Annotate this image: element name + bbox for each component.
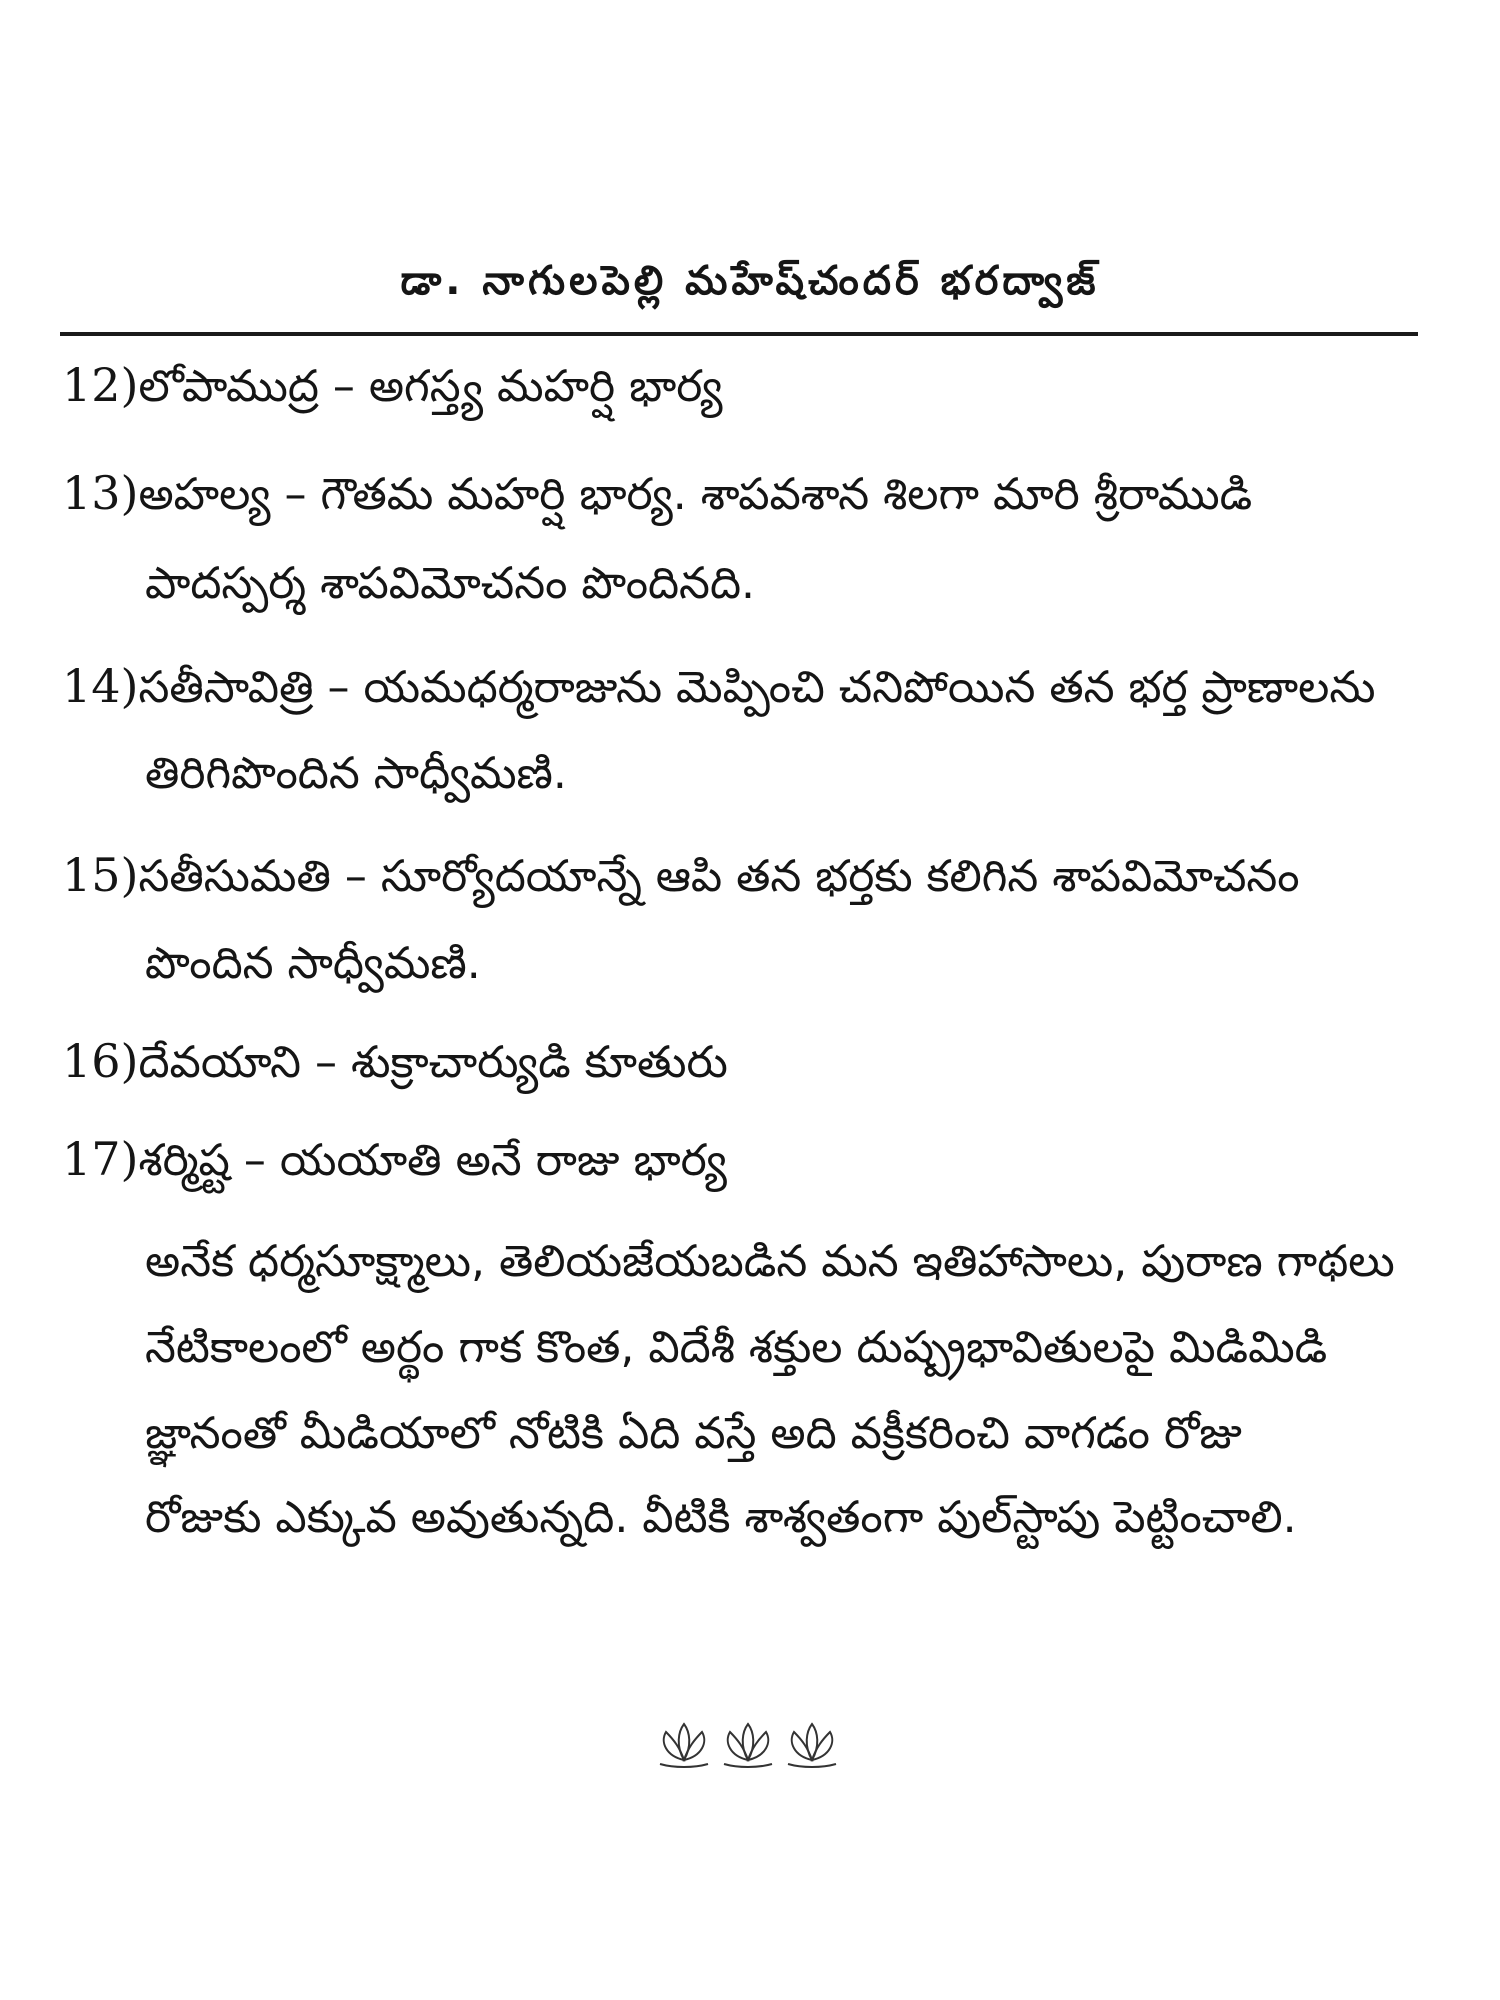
item-text: లోపాముద్ర – అగస్త్య మహర్షి భార్య <box>138 361 723 412</box>
list-item-12 <box>62 358 723 412</box>
paragraph-line: రోజుకు ఎక్కువ అవుతున్నది. వీటికి శాశ్వతంగా పుల్‌స్టాపు పెట్టించాలి. <box>145 1492 1297 1543</box>
item-text: అహల్య – గౌతమ మహర్షి భార్య. శాపవశాన శిలగా మారి శ్రీరాముడి <box>138 469 1253 520</box>
header-divider <box>60 332 1418 336</box>
list-item-15 <box>62 848 1300 902</box>
item-number: 13) <box>62 466 139 520</box>
list-item-13-continuation: పాదస్పర్శ శాపవిమోచనం పొందినది. <box>145 558 755 609</box>
item-text: శర్మిష్ట – యయాతి అనే రాజు భార్య <box>138 1135 727 1186</box>
lotus-ornament-icon <box>648 1718 848 1768</box>
list-item-16 <box>62 1034 728 1088</box>
list-item-17 <box>62 1132 727 1186</box>
list-item-13 <box>62 466 1253 520</box>
item-text: దేవయాని – శుక్రాచార్యుడి కూతురు <box>138 1037 728 1088</box>
paragraph-line: నేటికాలంలో అర్థం గాక కొంత, విదేశీ శక్తుల దుష్ప్రభావితులపై మిడిమిడి <box>145 1322 1328 1373</box>
list-item-14-continuation: తిరిగిపొందిన సాధ్వీమణి. <box>145 748 567 799</box>
item-number: 17) <box>62 1132 139 1186</box>
author-header: డా. నాగులపెల్లి మహేష్‌చందర్ భరద్వాజ్ <box>400 258 1100 304</box>
paragraph-line: అనేక ధర్మసూక్ష్మాలు, తెలియజేయబడిన మన ఇతిహాసాలు, పురాణ గాథలు <box>145 1236 1395 1287</box>
item-text: సతీసుమతి – సూర్యోదయాన్నే ఆపి తన భర్తకు కలిగిన శాపవిమోచనం <box>138 851 1300 902</box>
item-number: 16) <box>62 1034 139 1088</box>
item-text: సతీసావిత్రి – యమధర్మరాజును మెప్పించి చనిపోయిన తన భర్త ప్రాణాలను <box>138 662 1376 713</box>
item-number: 12) <box>62 358 139 412</box>
item-number: 14) <box>62 659 139 713</box>
item-number: 15) <box>62 848 139 902</box>
list-item-15-continuation: పొందిన సాధ్వీమణి. <box>145 938 481 989</box>
paragraph-line: జ్ఞానంతో మీడియాలో నోటికి ఏది వస్తే అది వక్రీకరించి వాగడం రోజు <box>145 1408 1242 1459</box>
list-item-14 <box>62 659 1376 713</box>
